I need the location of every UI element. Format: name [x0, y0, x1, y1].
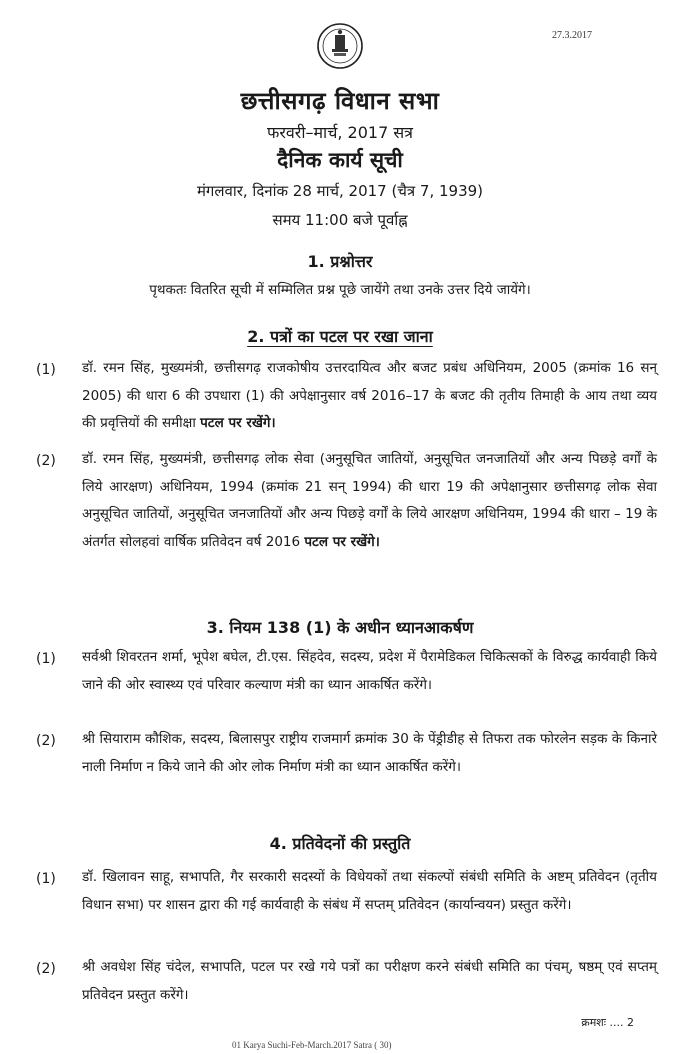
continued-label: क्रमशः .... 2 — [581, 1016, 634, 1029]
date-line: मंगलवार, दिनांक 28 मार्च, 2017 (चैत्र 7, 1939) — [196, 182, 484, 200]
section-note-questions: पृथकतः वितरित सूची में सम्मिलित प्रश्न पूछे जायेंगे तथा उनके उत्तर दिये जायेंगे। — [149, 282, 531, 298]
item-number: (1) — [36, 871, 56, 887]
time-line: समय 11:00 बजे पूर्वाह्न — [272, 211, 408, 229]
item-action-bold: पटल पर रखेंगे। — [304, 533, 380, 550]
page-title: छत्तीसगढ़ विधान सभा — [240, 87, 440, 115]
item-action-bold: पटल पर रखेंगे। — [200, 415, 276, 431]
list-item: श्री सियाराम कौशिक, सदस्य, बिलासपुर राष्ट्रीय राजमार्ग क्रमांक 30 के पेंड्रीडीह से तिफरा तक फोरलेन सड़क के किनारे नाली निर्माण न किये जाने की ओर लोक निर्माण मंत्री का ध्यान आकर्षित करेंगे। — [82, 731, 657, 775]
item-number: (2) — [36, 733, 56, 749]
item-number: (1) — [36, 362, 56, 378]
list-item: श्री अवधेश सिंह चंदेल, सभापति, पटल पर रखे गये पत्रों का परीक्षण करने संबंधी समिति का पंचम्, षष्ठम् एवं सप्तम् प्रतिवेदन प्रस्तुत करेंगे। — [82, 959, 657, 1003]
list-item: सर्वश्री शिवरतन शर्मा, भूपेश बघेल, टी.एस. सिंहदेव, सदस्य, प्रदेश में पैरामेडिकल चिकित्सकों के विरुद्ध कार्यवाही किये जाने की ओर स्वास्थ्य एवं परिवार कल्याण मंत्री का ध्यान आकर्षित करेंगे। — [82, 649, 657, 693]
list-item — [82, 446, 657, 556]
agenda-title: दैनिक कार्य सूची — [277, 148, 403, 172]
section-heading-reports: 4. प्रतिवेदनों की प्रस्तुति — [269, 834, 411, 853]
section-heading-calling-attention: 3. नियम 138 (1) के अधीन ध्यानआकर्षण — [206, 618, 474, 637]
item-text: डॉ. रमन सिंह, मुख्यमंत्री, छत्तीसगढ़ लोक सेवा (अनुसूचित जातियों, अनुसूचित जनजातियों और अन्य पिछड़े वर्गों के लिये आरक्षण) अधिनियम, 1994 (क्रमांक 21 सन् 1994) की धारा 19 की अपेक्षानुसार छत्तीसगढ़ लोक सेवा अनुसूचित जातियों, अनुसूचित जनजातियों और अन्य पिछड़े वर्गों के लिये आरक्षण अधिनियम, 1994 की धारा – 19 के अंतर्गत सोलहवां वार्षिक प्रतिवेदन वर्ष 2016 — [82, 451, 657, 550]
section-heading-papers — [0, 325, 680, 347]
section-heading-papers-text: 2. पत्रों का पटल पर रखा जाना — [247, 327, 433, 346]
date-stamp: 27.3.2017 — [552, 30, 592, 41]
list-item: डॉ. खिलावन साहू, सभापति, गैर सरकारी सदस्यों के विधेयकों तथा संकल्पों संबंधी समिति के अष्टम् प्रतिवेदन (तृतीय विधान सभा) पर शासन द्वारा की गई कार्यवाही के संबंध में सप्तम् प्रतिवेदन (कार्यान्वयन) प्रस्तुत करेंगे। — [82, 869, 657, 913]
item-text: डॉ. रमन सिंह, मुख्यमंत्री, छत्तीसगढ़ राजकोषीय उत्तरदायित्व और बजट प्रबंध अधिनियम, 2005 (क्रमांक 16 सन् 2005) की धारा 6 की उपधारा (1) की अपेक्षानुसार वर्ष 2016–17 के बजट की तृतीय तिमाही के आय तथा व्यय की प्रवृत्तियों की समीक्षा — [82, 360, 657, 431]
file-label: 01 Karya Suchi-Feb-March.2017 Satra ( 30) — [232, 1040, 392, 1050]
list-item — [82, 355, 657, 438]
item-number: (2) — [36, 453, 56, 469]
section-heading-questions: 1. प्रश्नोत्तर — [307, 252, 373, 271]
session-line: फरवरी–मार्च, 2017 सत्र — [267, 123, 413, 142]
assembly-emblem-icon — [316, 22, 364, 70]
item-number: (1) — [36, 651, 56, 667]
item-number: (2) — [36, 961, 56, 977]
